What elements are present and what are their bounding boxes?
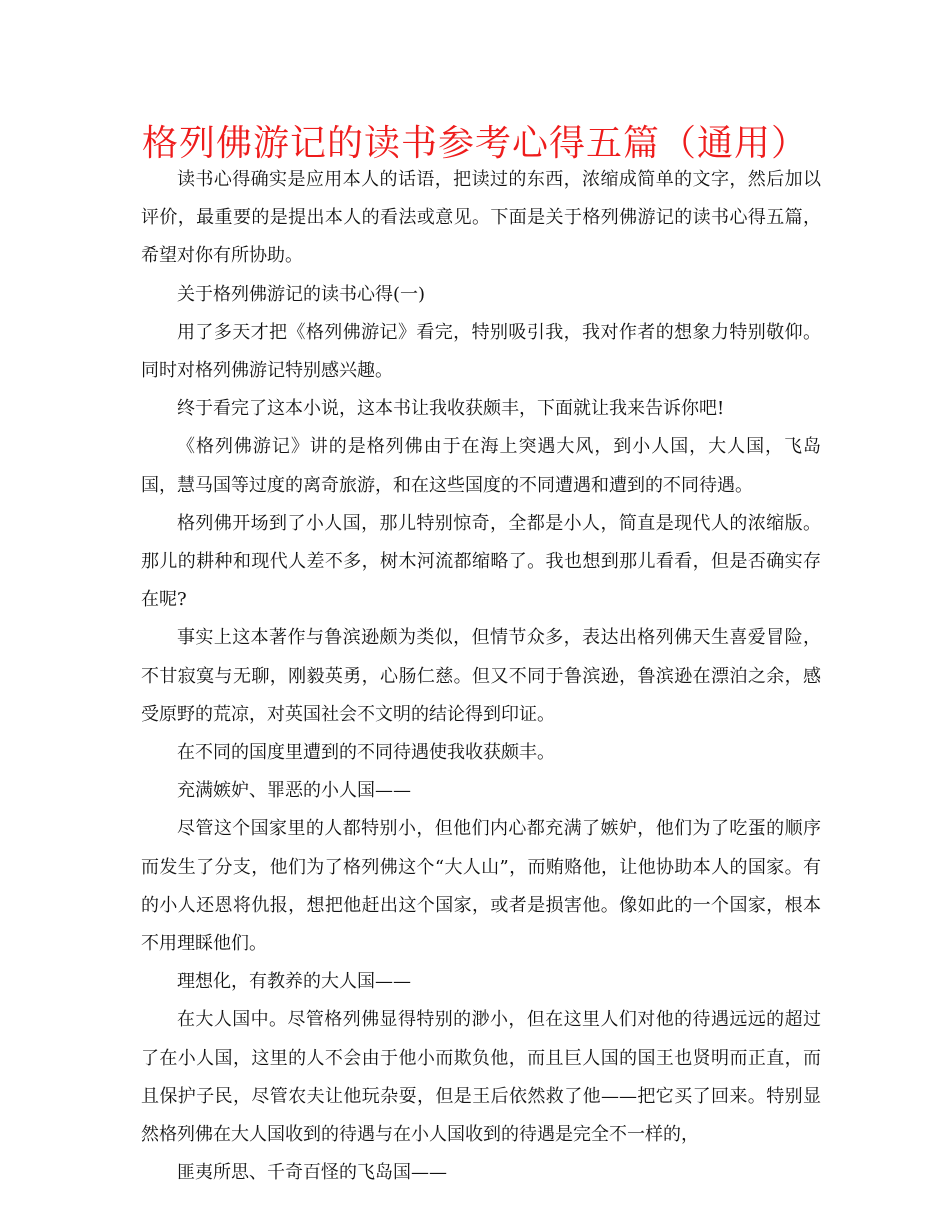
paragraph: 格列佛开场到了小人国，那儿特别惊奇，全都是小人，简直是现代人的浓缩版。那儿的耕种和现代人差不多，树木河流都缩略了。我也想到那儿看看，但是否确实存在呢? (141, 512, 821, 611)
paragraph: 用了多天才把《格列佛游记》看完，特别吸引我，我对作者的想象力特别敬仰。同时对格列佛游记特别感兴趣。 (141, 321, 821, 382)
paragraph: 事实上这本著作与鲁滨逊颇为类似，但情节众多，表达出格列佛天生喜爱冒险，不甘寂寞与无聊，刚毅英勇，心肠仁慈。但又不同于鲁滨逊，鲁滨逊在漂泊之余，感受原野的荒凉，对英国社会不文明的结论得到印证。 (141, 627, 821, 725)
document-title: 格列佛游记的读书参考心得五篇（通用） (141, 123, 808, 164)
paragraph: 尽管这个国家里的人都特别小，但他们内心都充满了嫉妒，他们为了吃蛋的顺序而发生了分支，他们为了格列佛这个“大人山”，而贿赂他，让他协助本人的国家。有的小人还恩将仇报，想把他赶出这个国家，或者是损害他。像如此的一个国家，根本不用理睬他们。 (141, 818, 821, 955)
paragraph: 在大人国中。尽管格列佛显得特别的渺小，但在这里人们对他的待遇远远的超过了在小人国，这里的人不会由于他小而欺负他，而且巨人国的国王也贤明而正直，而且保护子民，尽管农夫让他玩杂耍，但是王后依然救了他——把它买了回来。特别显然格列佛在大人国收到的待遇与在小人国收到的待遇是完全不一样的， (141, 1009, 821, 1146)
paragraph-subheading: 理想化，有教养的大人国—— (177, 971, 411, 993)
paragraph-intro: 读书心得确实是应用本人的话语，把读过的东西，浓缩成简单的文字，然后加以评价，最重要的是提出本人的看法或意见。下面是关于格列佛游记的读书心得五篇，希望对你有所协助。 (141, 169, 821, 267)
paragraph: 《格列佛游记》讲的是格列佛由于在海上突遇大风，到小人国，大人国，飞岛国，慧马国等过度的离奇旅游，和在这些国度的不同遭遇和遭到的不同待遇。 (141, 436, 821, 496)
document-body (141, 161, 821, 1192)
paragraph: 终于看完了这本小说，这本书让我收获颇丰，下面就让我来告诉你吧! (177, 398, 725, 420)
paragraph-subheading: 充满嫉妒、罪恶的小人国—— (177, 780, 411, 802)
paragraph: 在不同的国度里遭到的不同待遇使我收获颇丰。 (177, 742, 555, 764)
paragraph-section-heading: 关于格列佛游记的读书心得(一) (177, 283, 426, 305)
paragraph-subheading: 匪夷所思、千奇百怪的飞岛国—— (177, 1162, 447, 1184)
